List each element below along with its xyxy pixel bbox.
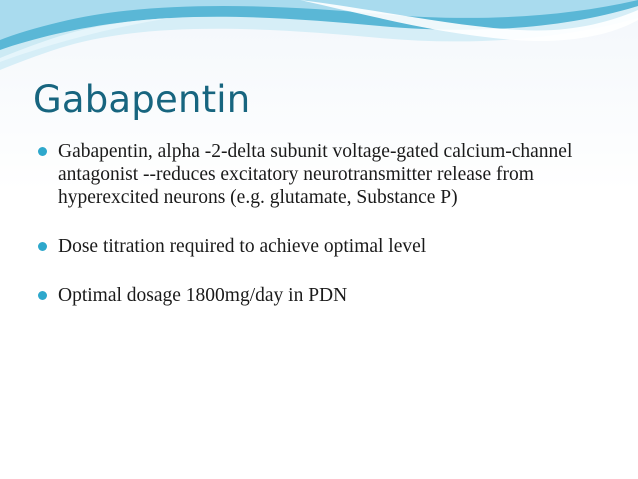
bullet-dot-icon bbox=[38, 291, 47, 300]
bullet-item-mechanism bbox=[36, 140, 606, 209]
slide-title: Gabapentin bbox=[33, 78, 251, 121]
bullet-dot-icon bbox=[38, 242, 47, 251]
bullet-text: Gabapentin, alpha -2-delta subunit voltage-gated calcium-channel antagonist --reduces excitatory neurotransmitter release from hyperexcited neurons (e.g. glutamate, Substance P) bbox=[58, 141, 573, 208]
bullet-text: Dose titration required to achieve optimal level bbox=[58, 236, 427, 257]
bullet-list bbox=[36, 140, 606, 333]
bullet-dot-icon bbox=[38, 147, 47, 156]
bullet-text: Optimal dosage 1800mg/day in PDN bbox=[58, 285, 348, 306]
decorative-wave-header bbox=[0, 0, 638, 80]
bullet-item-titration bbox=[36, 235, 606, 258]
bullet-item-dosage bbox=[36, 284, 606, 307]
